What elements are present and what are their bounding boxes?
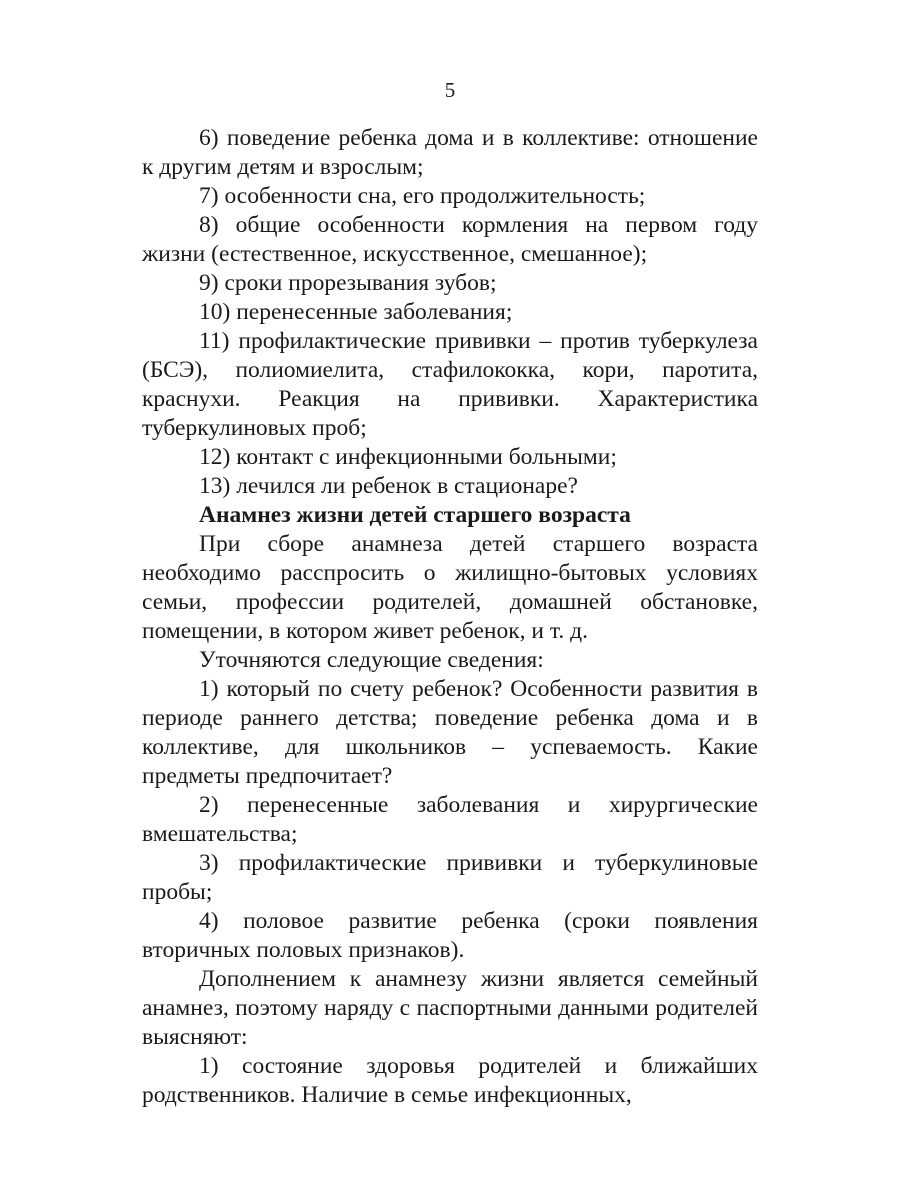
list-item: 1) который по счету ребенок? Особенности развития в периоде раннего детства; поведение ребенка дома и в коллективе, для школьников – успеваемость. Какие предметы предпочитает? <box>142 676 758 789</box>
list-item: 7) особенности сна, его продолжительность; <box>199 183 646 209</box>
list-item: 8) общие особенности кормления на первом году жизни (естественное, искусственное, смешанное); <box>142 212 758 267</box>
section-intro-paragraph: При сборе анамнеза детей старшего возраста необходимо расспросить о жилищно-бытовых условиях семьи, профессии родителей, домашней обстановке, помещении, в котором живет ребенок, и т. д. <box>142 531 758 644</box>
list-item: 10) перенесенные заболевания; <box>199 299 513 325</box>
page-number: 5 <box>444 78 456 102</box>
list-item: 4) половое развитие ребенка (сроки появления вторичных половых признаков). <box>142 908 758 963</box>
list-item: 1) состояние здоровья родителей и ближайших родственников. Наличие в семье инфекционных, <box>142 1053 758 1108</box>
list-item: 13) лечился ли ребенок в стационаре? <box>199 473 578 499</box>
clarify-paragraph: Уточняются следующие сведения: <box>199 647 544 673</box>
list-item: 6) поведение ребенка дома и в коллективе: отношение к другим детям и взрослым; <box>142 125 758 180</box>
list-item: 12) контакт с инфекционными больными; <box>199 444 617 470</box>
list-item: 11) профилактические прививки – против туберкулеза (БСЭ), полиомиелита, стафилококка, кори, паротита, краснухи. Реакция на прививки. Характеристика туберкулиновых проб; <box>142 328 758 441</box>
list-item: 3) профилактические прививки и туберкулиновые пробы; <box>142 850 758 905</box>
family-anamnesis-paragraph: Дополнением к анамнезу жизни является семейный анамнез, поэтому наряду с паспортными данными родителей выясняют: <box>142 966 758 1050</box>
list-item: 2) перенесенные заболевания и хирургические вмешательства; <box>142 792 758 847</box>
page-body <box>142 124 758 1110</box>
list-item: 9) сроки прорезывания зубов; <box>199 270 497 296</box>
section-heading: Анамнез жизни детей старшего возраста <box>199 502 631 528</box>
